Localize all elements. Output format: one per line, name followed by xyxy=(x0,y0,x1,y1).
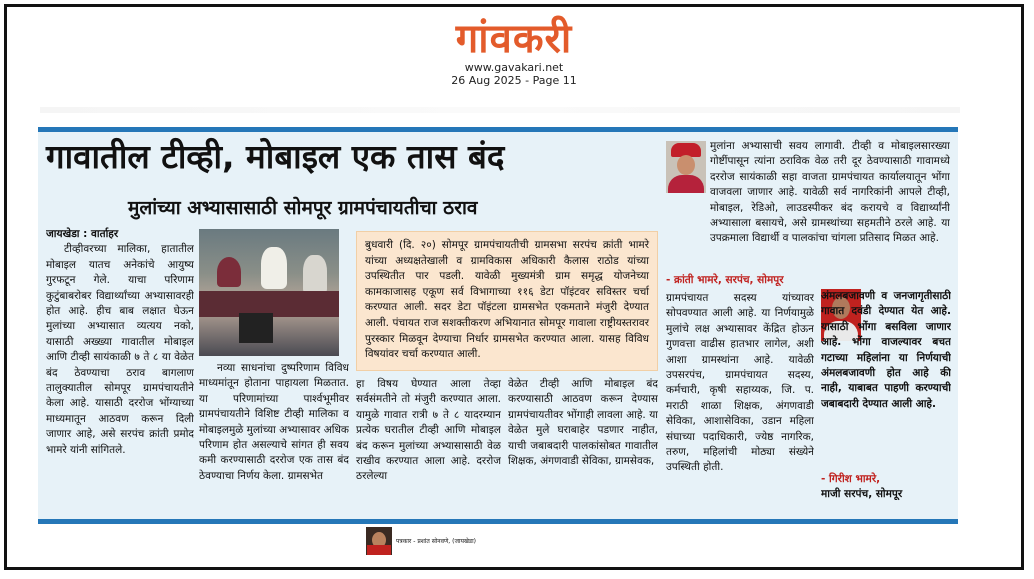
former-sarpanch-quote xyxy=(821,289,951,469)
faint-divider xyxy=(40,107,960,113)
column-2-text: नव्या साधनांचा दुष्परिणाम विविध माध्यमांतून होताना पाहायला मिळतात. या परिणामांच्या पार्श्वभूमीवर ग्रामपंचायतीने विशिष्ट टीव्ही मालिका व मोबाइलमुळे मुलांच्या अभ्यासावर अधिक परिणाम होत असल्याचे सांगत ही सवय कमी करण्यासाठी दररोज एक तास बंद ठेवण्याचा निर्णय केला. ग्रामसभेत xyxy=(199,362,349,482)
top-blue-rule xyxy=(38,127,958,132)
website-url: www.gavakari.net xyxy=(464,61,564,74)
column-3-text: हा विषय घेण्यात आला तेव्हा सर्वसंमतीने तो मंजुरी करण्यात आला. यामुळे गावात रात्री ७ ते ८ यादरम्यान प्रत्येक घरातील टीव्ही आणि मोबाइल बंद करून मुलांच्या अभ्यासासाठी वेळ राखीव करण्यात आला आहे. दररोज ठरलेल्या xyxy=(356,378,501,483)
former-sarpanch-sign-2: माजी सरपंच, सोमपूर xyxy=(821,488,903,500)
gram-sabha-photo xyxy=(199,229,339,356)
column-1-text: टीव्हीवरच्या मालिका, हातातील मोबाइल यातच अनेकांचे आयुष्य गुरफटून गेले. याचा परिणाम कुटुंबाबरोबर विद्यार्थ्यांच्या अभ्यासावरही होत आहे. हीच बाब लक्षात घेऊन मुलांच्या अभ्यासात व्यत्यय नको, यासाठी अख्ख्या गावातील मोबाइल आणि टीव्ही सायंकाळी ७ ते ८ या वेळेत बंद ठेवण्याचा ठराव बागलाण तालुक्यातील सोमपूर ग्रामपंचायतीने केला आहे. यासाठी दररोज भोंग्याच्या माध्यमातून आठवण करून दिली जाणार आहे, असे सरपंच क्रांती प्रमोद भामरे यांनी सांगितले. xyxy=(46,243,194,456)
sarpanch-signature: - क्रांती भामरे, सरपंच, सोमपूर xyxy=(666,274,784,286)
newspaper-logo: गांवकरी xyxy=(455,15,573,62)
sarpanch-portrait xyxy=(666,141,706,193)
headline: गावातील टीव्ही, मोबाइल एक तास बंद xyxy=(46,137,505,176)
highlight-box: बुधवारी (दि. २०) सोमपूर ग्रामपंचायतीची ग्रामसभा सरपंच क्रांती भामरे यांच्या अध्यक्षतेखाली व ग्रामविकास अधिकारी कैलास राठोड यांच्या उपस्थितीत पार पडली. यावेळी मुख्यमंत्री ग्राम समृद्ध योजनेच्या कामकाजासह एकूण सर्व विभागाच्या ११६ डेटा पॉइंटवर सविस्तर चर्चा करण्यात आली. सदर डेटा पॉइंटला ग्रामसभेत एकमताने मंजुरी देण्यात आली. पंचायत राज सशक्तीकरण अभियानात सोमपूर गावाला राष्ट्रीयस्तरावर पुरस्कार मिळवून देण्याचा निर्धार ग्रामसभेत करण्यात आला. यासह विविध विषयांवर चर्चा करण्यात आली. xyxy=(356,231,658,371)
column-5-text: ग्रामपंचायत सदस्य यांच्यावर सोपवण्यात आली आहे. या निर्णयामुळे मुलांचे लक्ष अभ्यासावर केंद्रित होऊन गुणवत्ता वाढीस हातभार लागेल, अशी आशा ग्रामस्थांना आहे. यावेळी उपसरपंच, ग्रामपंचायत सदस्य, कर्मचारी, कृषी सहाय्यक, जि. प. मराठी शाळा शिक्षक, अंगणवाडी सेविका, आशासेविका, उडान महिला संघाच्या पदाधिकारी, ज्येष्ठ नागरिक, तरुण, महिलांची मोठ्या संख्येने उपस्थिती होती. xyxy=(666,292,814,474)
edition-date: 26 Aug 2025 - Page 11 xyxy=(451,74,577,87)
column-4-text: वेळेत टीव्ही आणि मोबाइल बंद करण्यासाठी आठवण करून देण्यास ग्रामपंचायतीवर भोंगाही लावला आहे. या वेळेत मुले घराबाहेर पडणार नाहीत, याची जबाबदारी पालकांसोबत गावातील शिक्षक, अंगणवाडी सेविका, ग्रामसेवक, xyxy=(508,378,658,468)
masthead xyxy=(7,17,1021,87)
reporter-credit-text: पत्रकार - प्रशांत सोनवणे, (जायखेडा) xyxy=(396,538,476,545)
sarpanch-quote: मुलांना अभ्यासाची सवय लागावी. टीव्ही व मोबाइलसारख्या गोष्टींपासून त्यांना ठराविक वेळ तरी दूर ठेवण्यासाठी गावामध्ये दररोज सायंकाळी सहा वाजता ग्रामपंचायत कार्यालयातून भोंगा वाजवला जाणार आहे. यावेळी सर्व नागरिकांनी आपले टीव्ही, मोबाइल, रेडिओ, लाउडस्पीकर बंद करायचे व विद्यार्थ्यांनी अभ्यासाला बसायचे, असे ग्रामस्थांच्या सहमतीने ठरले आहे. या उपक्रमाला विद्यार्थी व पालकांचा चांगला प्रतिसाद मिळत आहे. xyxy=(710,140,950,245)
subheadline: मुलांच्या अभ्यासासाठी सोमपूर ग्रामपंचायतीचा ठराव xyxy=(128,197,478,219)
reporter-photo xyxy=(366,527,392,555)
former-sarpanch-sign-1: - गिरीश भामरे, xyxy=(821,473,881,485)
byline: जायखेडा : वार्ताहर xyxy=(46,228,119,240)
article-column-1 xyxy=(46,227,194,515)
bottom-blue-rule xyxy=(38,519,958,524)
reporter-credit xyxy=(366,527,476,555)
former-sarpanch-quote-text: अंमलबजावणी व जनजागृतीसाठी गावात दवंडी देण्यात येत आहे. यासाठी भोंगा बसविला जाणार आहे. भोंगा वाजल्यावर बचत गटाच्या महिलांना या निर्णयाची अंमलबजावणी होत आहे की नाही, याबाबत पाहणी करण्याची जबाबदारी देण्यात आली आहे. xyxy=(821,290,951,410)
news-article xyxy=(38,127,958,524)
